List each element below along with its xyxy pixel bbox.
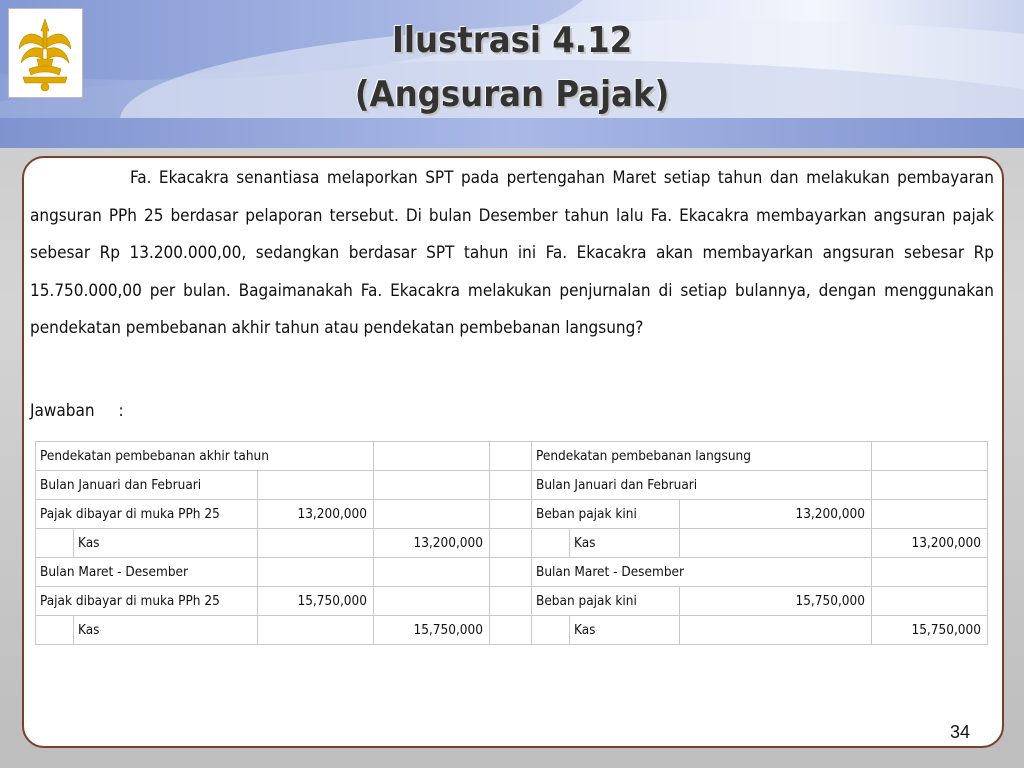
table-row [36, 616, 988, 645]
table-row [36, 558, 988, 587]
table-cell: Pajak dibayar di muka PPh 25 [36, 500, 258, 529]
table-cell: 13,200,000 [872, 529, 988, 558]
table-row [36, 500, 988, 529]
table-cell [532, 616, 570, 645]
table-cell: Kas [570, 529, 680, 558]
title-line-1: Ilustrasi 4.12 [391, 20, 633, 61]
table-cell: 15,750,000 [374, 616, 490, 645]
table-cell: 13,200,000 [374, 529, 490, 558]
table-cell [36, 529, 74, 558]
page-number: 34 [949, 722, 970, 742]
title-line-2: (Angsuran Pajak) [354, 74, 670, 115]
table-row [36, 587, 988, 616]
table-cell [490, 587, 532, 616]
table-cell [872, 587, 988, 616]
table-row [36, 471, 988, 500]
table-cell [490, 616, 532, 645]
table-cell [258, 529, 374, 558]
question-paragraph: Fa. Ekacakra senantiasa melaporkan SPT pada pertengahan Maret setiap tahun dan melakukan pembayaran angsuran PPh 25 berdasar pelaporan tersebut. Di bulan Desember tahun lalu Fa. Ekacakra membayarkan angsuran pajak sebesar Rp 13.200.000,00, sedangkan berdasar SPT tahun ini Fa. Ekacakra akan membayarkan angsuran sebesar Rp 15.750.000,00 per bulan. Bagaimanakah Fa. Ekacakra melakukan penjurnalan di setiap bulannya, dengan menggunakan pendekatan pembebanan akhir tahun atau pendekatan pembebanan langsung? [30, 168, 994, 338]
table-cell [36, 616, 74, 645]
table-cell: Bulan Maret - Desember [532, 558, 872, 587]
table-cell [374, 587, 490, 616]
table-cell [490, 558, 532, 587]
table-cell [872, 558, 988, 587]
table-cell: Beban pajak kini [532, 500, 680, 529]
table-cell: Pendekatan pembebanan langsung [532, 442, 872, 471]
table-cell [490, 471, 532, 500]
table-cell [374, 558, 490, 587]
table-cell: Kas [570, 616, 680, 645]
table-cell [872, 442, 988, 471]
table-cell: 13,200,000 [680, 500, 872, 529]
slide-title [0, 14, 1024, 122]
table-cell [532, 529, 570, 558]
table-cell [258, 471, 374, 500]
table-cell: Bulan Januari dan Februari [36, 471, 258, 500]
table-cell [490, 500, 532, 529]
table-cell [872, 471, 988, 500]
table-cell [490, 529, 532, 558]
answer-label-colon: : [118, 401, 124, 421]
table-cell [258, 616, 374, 645]
table-cell: 13,200,000 [258, 500, 374, 529]
table-cell [872, 500, 988, 529]
table-cell: 15,750,000 [258, 587, 374, 616]
table-cell [374, 500, 490, 529]
table-cell: Bulan Maret - Desember [36, 558, 258, 587]
journal-table [35, 441, 988, 645]
answer-label-text: Jawaban [30, 401, 95, 421]
table-cell: 15,750,000 [872, 616, 988, 645]
table-cell: Kas [74, 529, 258, 558]
table-cell [490, 442, 532, 471]
table-row [36, 442, 988, 471]
table-cell [374, 442, 490, 471]
table-cell [374, 471, 490, 500]
table-cell: Beban pajak kini [532, 587, 680, 616]
answer-label [30, 396, 124, 426]
table-cell [258, 558, 374, 587]
header-stripe [0, 118, 1024, 148]
table-cell: Pendekatan pembebanan akhir tahun [36, 442, 374, 471]
table-row [36, 529, 988, 558]
table-cell: Pajak dibayar di muka PPh 25 [36, 587, 258, 616]
table-cell: 15,750,000 [680, 587, 872, 616]
table-cell: Bulan Januari dan Februari [532, 471, 872, 500]
table-cell: Kas [74, 616, 258, 645]
table-cell [680, 529, 872, 558]
table-cell [680, 616, 872, 645]
